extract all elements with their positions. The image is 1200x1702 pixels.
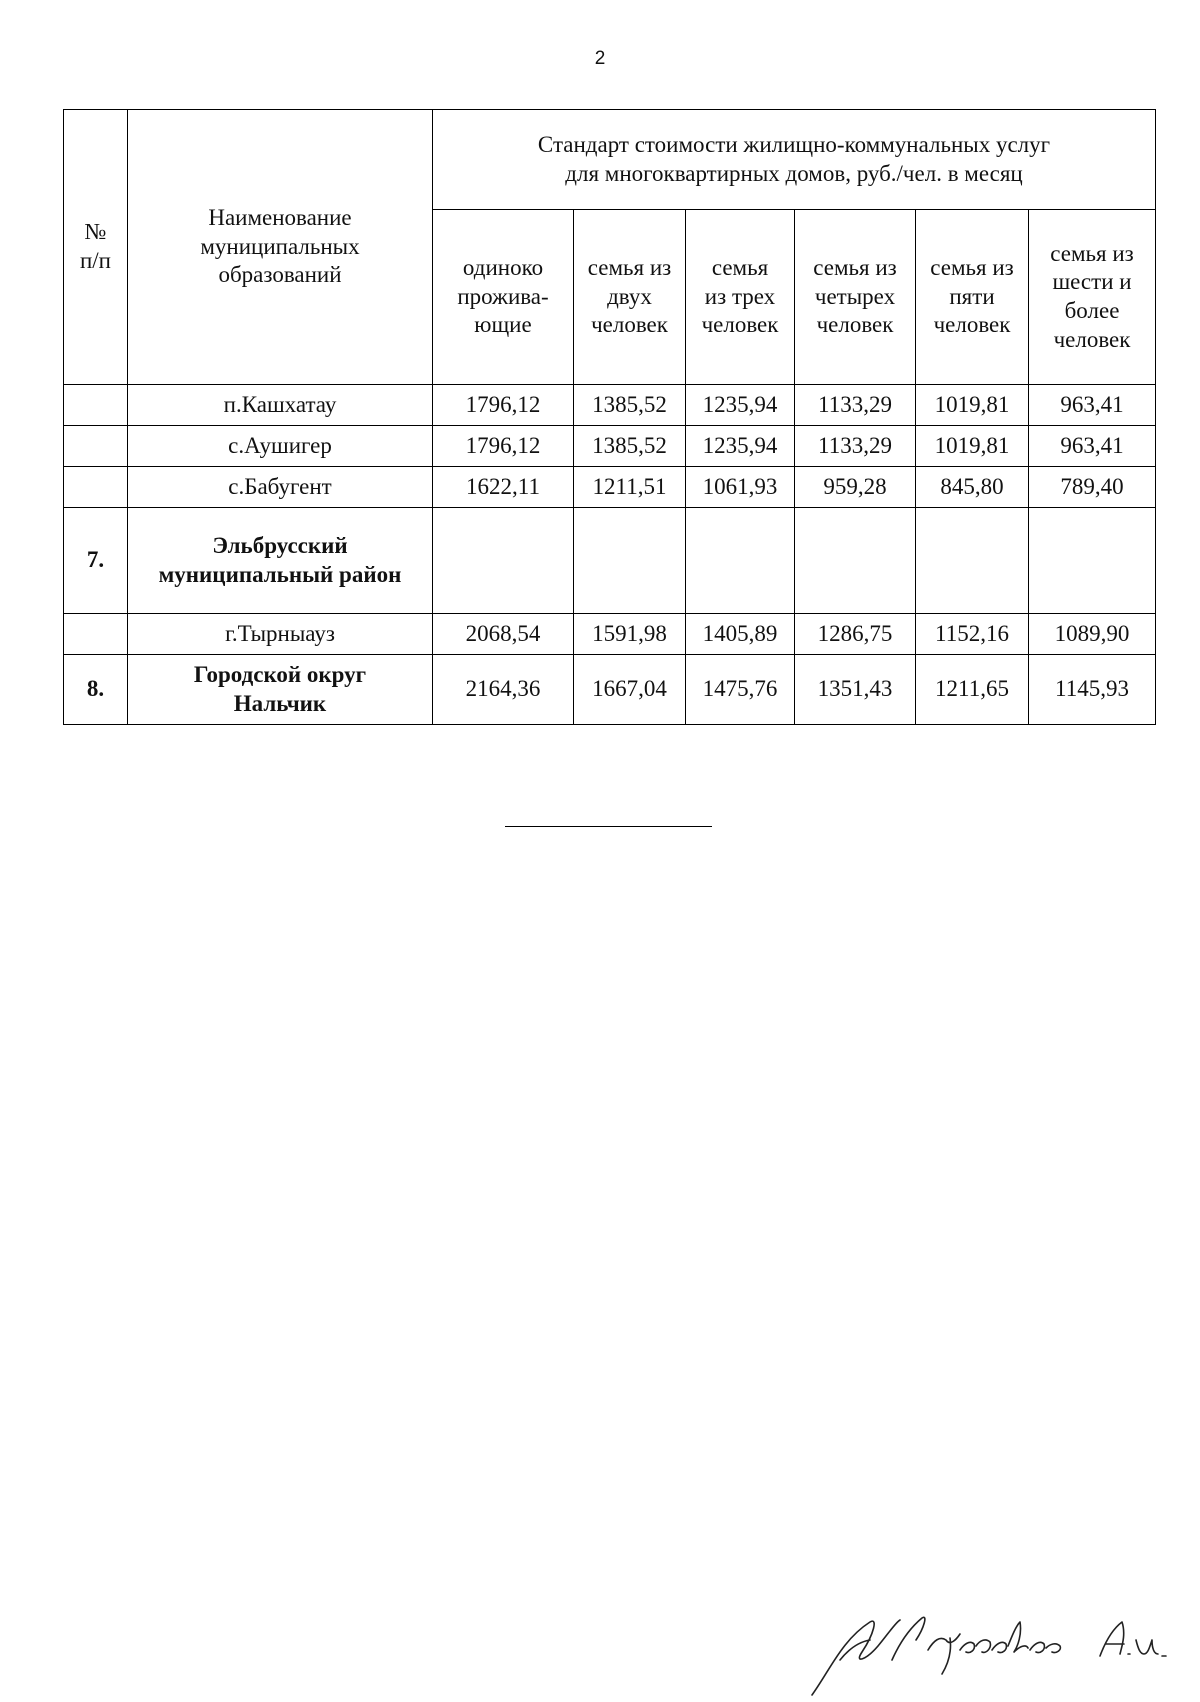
table-row (64, 385, 1156, 426)
cost-value: 1211,65 (916, 655, 1029, 725)
cost-value: 1019,81 (916, 385, 1029, 426)
municipality-name (128, 426, 433, 467)
cost-value: 1089,90 (1029, 614, 1156, 655)
header-col-6 (1029, 210, 1156, 385)
header-group-label: Стандарт стоимости жилищно-коммунальных услуг для многоквартирных домов, руб./чел. в месяц (537, 131, 1051, 186)
row-number (64, 467, 128, 508)
cost-value: 1385,52 (574, 385, 686, 426)
cost-value: 845,80 (916, 467, 1029, 508)
cost-value: 1235,94 (686, 426, 795, 467)
cost-value (1029, 508, 1156, 614)
cost-value: 1133,29 (795, 385, 916, 426)
header-col-1 (433, 210, 574, 385)
cost-value: 1405,89 (686, 614, 795, 655)
housing-cost-standard-table (63, 109, 1156, 725)
header-col-label: семья из пяти человек (930, 254, 1014, 338)
cost-value (686, 508, 795, 614)
page-number: 2 (594, 48, 606, 69)
signature-icon (800, 1600, 1200, 1697)
row-number (64, 614, 128, 655)
table-row (64, 655, 1156, 725)
header-col-label: семья из шести и более человек (1050, 240, 1134, 352)
row-number: 7. (64, 508, 128, 614)
cost-value: 959,28 (795, 467, 916, 508)
municipality-name-label: Эльбрусский муниципальный район (158, 532, 402, 587)
handwritten-signature (800, 1600, 1200, 1697)
municipality-name (128, 655, 433, 725)
header-group (433, 110, 1156, 210)
cost-value (574, 508, 686, 614)
cost-value: 963,41 (1029, 426, 1156, 467)
table-row (64, 508, 1156, 614)
cost-value: 1286,75 (795, 614, 916, 655)
municipality-name-label: г.Тырныауз (225, 620, 335, 646)
table-row (64, 426, 1156, 467)
municipality-name-label: п.Кашхатау (223, 391, 337, 417)
cost-value: 1796,12 (433, 426, 574, 467)
municipality-name-label: с.Аушигер (228, 432, 332, 458)
header-col-3 (686, 210, 795, 385)
cost-value: 1019,81 (916, 426, 1029, 467)
header-col-5 (916, 210, 1029, 385)
cost-value: 1667,04 (574, 655, 686, 725)
municipality-name (128, 467, 433, 508)
header-col-label: семья из двух человек (587, 254, 672, 338)
cost-value: 1152,16 (916, 614, 1029, 655)
table-row (64, 467, 1156, 508)
header-col-label: семья из четырех человек (813, 254, 897, 338)
header-name (128, 110, 433, 385)
header-name-label: Наименование муниципальных образований (200, 204, 360, 288)
municipality-name-label: с.Бабугент (228, 473, 332, 499)
row-number (64, 426, 128, 467)
municipality-name-label: Городской округ Нальчик (193, 661, 367, 716)
cost-value: 1475,76 (686, 655, 795, 725)
cost-value (916, 508, 1029, 614)
cost-value: 1211,51 (574, 467, 686, 508)
cost-value: 789,40 (1029, 467, 1156, 508)
table-row (64, 614, 1156, 655)
header-col-label: семья из трех человек (701, 254, 779, 338)
cost-value: 1796,12 (433, 385, 574, 426)
cost-value (795, 508, 916, 614)
header-col-2 (574, 210, 686, 385)
cost-value: 1385,52 (574, 426, 686, 467)
municipality-name (128, 614, 433, 655)
cost-value: 2164,36 (433, 655, 574, 725)
cost-value: 1235,94 (686, 385, 795, 426)
cost-value: 963,41 (1029, 385, 1156, 426)
end-of-document-rule (505, 826, 712, 827)
cost-value: 1145,93 (1029, 655, 1156, 725)
cost-value (433, 508, 574, 614)
cost-value: 1622,11 (433, 467, 574, 508)
header-col-4 (795, 210, 916, 385)
header-number-label: № п/п (79, 219, 111, 273)
row-number: 8. (64, 655, 128, 725)
table-header-row (64, 110, 1156, 210)
header-col-label: одиноко прожива- ющие (457, 254, 549, 338)
cost-value: 1133,29 (795, 426, 916, 467)
header-number (64, 110, 128, 385)
row-number (64, 385, 128, 426)
municipality-name (128, 385, 433, 426)
cost-value: 1351,43 (795, 655, 916, 725)
cost-value: 1591,98 (574, 614, 686, 655)
cost-value: 2068,54 (433, 614, 574, 655)
municipality-name (128, 508, 433, 614)
cost-value: 1061,93 (686, 467, 795, 508)
